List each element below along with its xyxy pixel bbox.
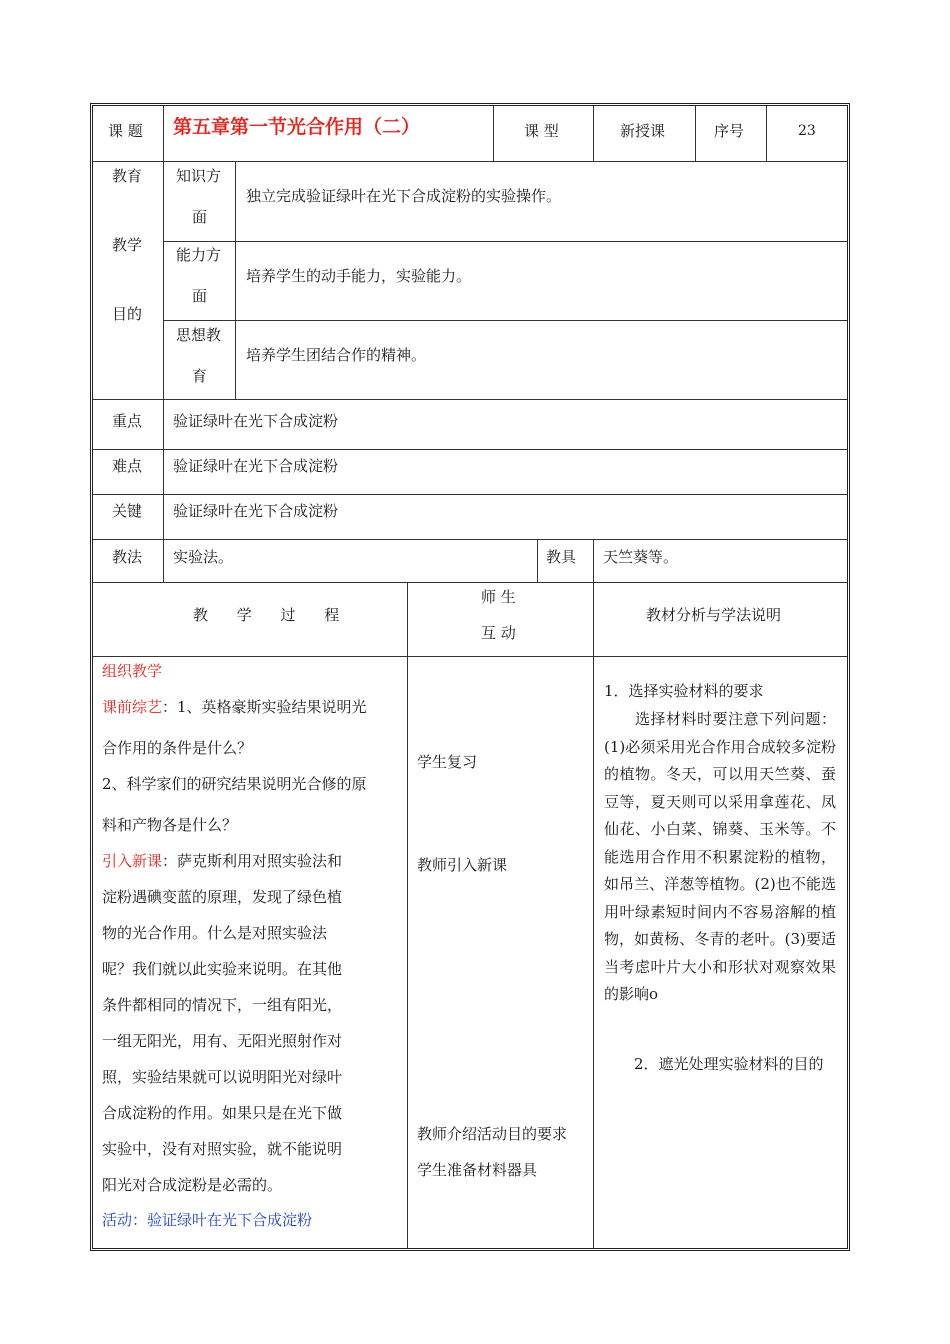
row-divider xyxy=(93,656,847,657)
lesson-title: 第五章第一节光合作用（二） xyxy=(173,116,421,138)
difficulty-text: 验证绿叶在光下合成淀粉 xyxy=(173,457,339,475)
col-divider xyxy=(695,106,696,162)
org-title: 组织教学 xyxy=(102,662,163,680)
question-line: 2、科学家们的研究结果说明光合修的原 xyxy=(102,775,367,793)
review-line: 合作用的条件是什么？ xyxy=(102,739,253,757)
intro-line: 阳光对合成淀粉是必需的。 xyxy=(102,1176,283,1194)
analysis-item1-title: 1．选择实验材料的要求 xyxy=(604,682,764,700)
col-divider xyxy=(407,582,408,1248)
goals-side-label: 教育 xyxy=(112,167,143,185)
col-divider xyxy=(593,539,594,583)
col-divider xyxy=(766,106,767,162)
analysis-item1-body: 选择材料时要注意下列问题：(1)必须采用光合作用合成较多淀粉的植物。冬天，可以用天竺葵、蚕豆等，夏天则可以采用拿莲花、凤仙花、小白菜、锦葵、玉米等。不能选用合作用不积累淀粉的植物，如吊兰、洋葱等植物。(2)也不能选用叶绿素短时间内不容易溶解的植物，如黄杨、冬青的老叶。(3)要适当考虑叶片大小和形状对观察效果的影响o xyxy=(604,710,836,1003)
row-divider xyxy=(163,320,847,321)
intro-line: 一组无阳光，用有、无阳光照射作对 xyxy=(102,1032,343,1050)
tools-label: 教具 xyxy=(546,548,577,566)
row-divider xyxy=(93,161,847,162)
col-divider xyxy=(593,106,594,162)
interaction-prepare: 学生准备材料器具 xyxy=(417,1161,538,1179)
col-divider xyxy=(493,106,494,162)
method-label: 教法 xyxy=(112,548,143,566)
row-divider xyxy=(93,399,847,400)
method-text: 实验法。 xyxy=(173,548,234,566)
goals-side-label: 目的 xyxy=(112,305,143,323)
ability-text: 培养学生的动手能力，实验能力。 xyxy=(246,267,472,285)
row-divider xyxy=(93,539,847,540)
intro-text: ：萨克斯利用对照实验法和 xyxy=(162,852,343,870)
row-divider xyxy=(93,449,847,450)
key-point-label: 重点 xyxy=(112,412,143,430)
interaction-header: 互 动 xyxy=(481,624,516,642)
row-divider xyxy=(93,582,847,583)
col-divider xyxy=(593,582,594,1248)
seq-value: 23 xyxy=(798,123,816,139)
row-divider xyxy=(93,494,847,495)
type-label: 课 型 xyxy=(524,122,559,140)
analysis-item2: 2．遮光处理实验材料的目的 xyxy=(604,1055,824,1073)
interaction-intro: 教师引入新课 xyxy=(417,856,508,874)
intro-label: 引入新课 xyxy=(102,852,163,870)
intro-line: 照，实验结果就可以说明阳光对绿叶 xyxy=(102,1068,343,1086)
activity-title: 活动：验证绿叶在光下合成淀粉 xyxy=(102,1211,313,1229)
tools-text: 天竺葵等。 xyxy=(603,548,679,566)
seq-label: 序号 xyxy=(714,122,745,140)
intro-line: 条件都相同的情况下，一组有阳光， xyxy=(102,996,343,1014)
thought-label: 育 xyxy=(192,367,208,385)
col-divider xyxy=(235,161,236,400)
interaction-goal: 教师介绍活动目的要求 xyxy=(417,1125,568,1143)
review-line xyxy=(102,700,367,715)
difficulty-label: 难点 xyxy=(112,457,143,475)
knowledge-label: 面 xyxy=(192,208,208,226)
intro-line: 实验中，没有对照实验，就不能说明 xyxy=(102,1140,343,1158)
col-divider xyxy=(537,539,538,583)
intro-line: 合成淀粉的作用。如果只是在光下做 xyxy=(102,1104,343,1122)
type-value: 新授课 xyxy=(620,122,666,140)
interaction-header: 师 生 xyxy=(481,588,516,606)
key-text: 验证绿叶在光下合成淀粉 xyxy=(173,502,339,520)
intro-line: 呢？我们就以此实验来说明。在其他 xyxy=(102,960,343,978)
thought-text: 培养学生团结合作的精神。 xyxy=(246,346,427,364)
intro-line: 淀粉遇碘变蓝的原理，发现了绿色植 xyxy=(102,888,343,906)
ability-label: 面 xyxy=(192,287,208,305)
subject-label: 课 题 xyxy=(108,122,143,140)
intro-line: 物的光合作用。什么是对照实验法 xyxy=(102,924,328,942)
col-divider xyxy=(163,106,164,583)
goals-side-label: 教学 xyxy=(112,236,143,254)
intro-line xyxy=(102,854,342,869)
knowledge-label: 知识方 xyxy=(176,167,222,185)
ability-label: 能力方 xyxy=(176,246,222,264)
interaction-review: 学生复习 xyxy=(417,753,478,771)
question-line: 料和产物各是什么？ xyxy=(102,816,238,834)
thought-label: 思想教 xyxy=(176,326,222,344)
analysis-header: 教材分析与学法说明 xyxy=(646,606,782,624)
knowledge-text: 独立完成验证绿叶在光下合成淀粉的实验操作。 xyxy=(246,187,562,205)
review-text: ：1、英格豪斯实验结果说明光 xyxy=(162,698,367,716)
key-point-text: 验证绿叶在光下合成淀粉 xyxy=(173,412,339,430)
review-label: 课前综艺 xyxy=(102,698,163,716)
row-divider xyxy=(163,241,847,242)
key-label: 关键 xyxy=(112,502,143,520)
process-header: 教 学 过 程 xyxy=(193,606,352,624)
